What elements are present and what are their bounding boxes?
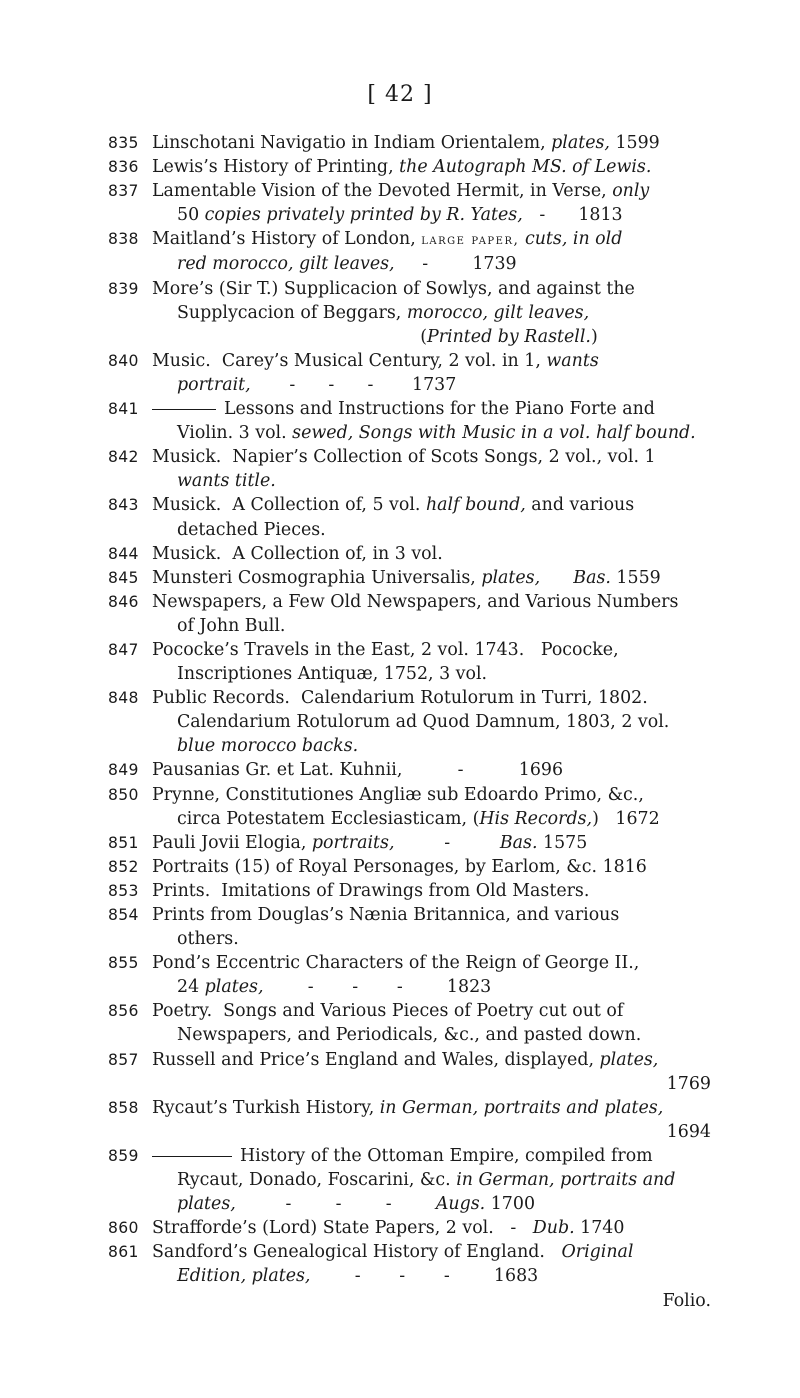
entry-number: 844 <box>108 544 139 563</box>
entry-text: Lessons and Instructions for the Piano Forte and <box>152 397 721 421</box>
entry-text: Prints from Douglas’s Nænia Britannica, and various <box>152 905 620 925</box>
entry-text: Munsteri Cosmographia Universalis, plates, Bas. 1559 <box>152 567 661 588</box>
catalogue-entry <box>108 1216 721 1240</box>
catalogue-entry <box>108 1144 721 1216</box>
entry-text: Prynne, Constitutiones Angliæ sub Edoardo Primo, &c., <box>152 784 644 805</box>
catalogue-entry <box>108 686 721 758</box>
entry-text-continued: wants title. <box>177 471 276 492</box>
entry-number: 837 <box>108 182 139 201</box>
entry-text-continued: 24 plates, - - - 1823 <box>177 977 492 998</box>
entry-text: Pausanias Gr. et Lat. Kuhnii, - 1696 <box>152 760 564 781</box>
catalogue-entry <box>108 155 721 179</box>
entry-text: More’s (Sir T.) Supplicacion of Sowlys, and against the <box>152 278 635 299</box>
entry-number: 849 <box>108 761 139 780</box>
entry-number: 856 <box>108 1002 139 1021</box>
entry-text-continued: 50 copies privately printed by R. Yates, - 1813 <box>177 205 623 226</box>
entry-text: Portraits (15) of Royal Personages, by Earlom, &c. 1816 <box>152 856 647 877</box>
entry-number: 855 <box>108 954 139 973</box>
catalogue-entry <box>108 638 721 686</box>
entry-text-continued: others. <box>177 929 239 950</box>
entry-number: 838 <box>108 230 139 249</box>
entry-number: 853 <box>108 881 139 900</box>
entry-number: 847 <box>108 640 139 659</box>
entry-number: 836 <box>108 158 139 177</box>
entry-text-continued: Calendarium Rotulorum ad Quod Damnum, 1803, 2 vol. <box>177 712 670 733</box>
entry-right-text: Folio. <box>662 1290 711 1311</box>
catalogue-entry <box>108 951 721 999</box>
entry-number: 846 <box>108 592 139 611</box>
entry-text: Poetry. Songs and Various Pieces of Poetry cut out of <box>152 1001 624 1022</box>
entry-number: 839 <box>108 279 139 298</box>
entry-text-continued: red morocco, gilt leaves, - 1739 <box>177 254 517 275</box>
entry-text: Musick. A Collection of, 5 vol. half bound, and various <box>152 495 635 516</box>
catalogue-entry <box>108 227 721 276</box>
entry-number: 835 <box>108 134 139 152</box>
catalogue-entry <box>108 397 721 445</box>
entry-number: 854 <box>108 906 139 924</box>
entry-number: 845 <box>108 568 139 587</box>
entry-text-continued: circa Potestatem Ecclesiasticam, (His Records,) 1672 <box>177 808 660 829</box>
entry-text: Lamentable Vision of the Devoted Hermit, in Verse, only <box>152 181 650 202</box>
entry-text: Rycaut’s Turkish History, in German, portraits and plates, <box>152 1097 664 1118</box>
entry-text: Sandford’s Genealogical History of England. Original <box>152 1242 634 1263</box>
catalogue-entry <box>108 179 721 227</box>
entry-text: Musick. Napier’s Collection of Scots Songs, 2 vol., vol. 1 <box>152 447 656 468</box>
entry-right-text: 1694 <box>666 1121 711 1142</box>
ditto-dash <box>152 409 216 410</box>
entry-number: 852 <box>108 857 139 876</box>
entry-text-continued: Edition, plates, - - - 1683 <box>177 1266 539 1287</box>
catalogue-entry <box>108 542 721 566</box>
catalogue-entry <box>108 758 721 782</box>
entry-text-continued: Inscriptiones Antiquæ, 1752, 3 vol. <box>177 664 488 685</box>
entry-text-continued: Rycaut, Donado, Foscarini, &c. in German, portraits and <box>177 1170 676 1191</box>
catalogue-entry <box>108 493 721 541</box>
entry-number: 841 <box>108 400 139 419</box>
catalogue-entry <box>108 131 721 155</box>
catalogue-entry <box>108 1240 721 1312</box>
entry-text-continued: blue morocco backs. <box>177 736 359 757</box>
catalogue-entries <box>108 131 721 1313</box>
entry-text: History of the Ottoman Empire, compiled from <box>152 1144 721 1168</box>
entry-text: Pond’s Eccentric Characters of the Reign of George II., <box>152 953 640 974</box>
entry-right-text: 1769 <box>666 1073 711 1094</box>
entry-text-continued: Violin. 3 vol. sewed, Songs with Music in a vol. half bound. <box>177 423 696 444</box>
catalogue-entry <box>108 277 721 349</box>
entry-text-continued: detached Pieces. <box>177 519 326 540</box>
page-number: [ 42 ] <box>367 82 433 107</box>
entry-text: Linschotani Navigatio in Indiam Orientalem, plates, 1599 <box>152 133 660 153</box>
ditto-dash <box>152 1156 232 1157</box>
entry-text: Music. Carey’s Musical Century, 2 vol. in 1, wants <box>152 350 599 371</box>
entry-number: 861 <box>108 1243 139 1262</box>
entry-text-continued: Newspapers, and Periodicals, &c., and pasted down. <box>177 1025 642 1046</box>
catalogue-entry <box>108 999 721 1047</box>
entry-text: Pococke’s Travels in the East, 2 vol. 1743. Pococke, <box>152 639 619 660</box>
entry-text: Pauli Jovii Elogia, portraits, - Bas. 1575 <box>152 832 588 853</box>
entry-number: 850 <box>108 785 139 804</box>
entry-text: Strafforde’s (Lord) State Papers, 2 vol. - Dub. 1740 <box>152 1218 625 1239</box>
entry-number: 858 <box>108 1098 139 1117</box>
catalogue-entry <box>108 903 721 951</box>
catalogue-entry <box>108 445 721 493</box>
entry-text: Musick. A Collection of, in 3 vol. <box>152 543 443 564</box>
catalogue-entry <box>108 1048 721 1096</box>
entry-text: Russell and Price’s England and Wales, displayed, plates, <box>152 1049 659 1070</box>
entry-text-continued: of John Bull. <box>177 615 286 636</box>
entry-text-continued: plates, - - - Augs. 1700 <box>177 1194 536 1215</box>
catalogue-entry <box>108 566 721 590</box>
catalogue-entry <box>108 879 721 903</box>
entry-number: 859 <box>108 1146 139 1165</box>
entry-number: 840 <box>108 351 139 370</box>
catalogue-entry <box>108 783 721 831</box>
entry-number: 851 <box>108 833 139 852</box>
entry-text-continued: (Printed by Rastell.) <box>177 326 598 347</box>
entry-number: 860 <box>108 1219 139 1238</box>
entry-text: Public Records. Calendarium Rotulorum in Turri, 1802. <box>152 688 648 709</box>
entry-number: 842 <box>108 448 139 467</box>
catalogue-entry <box>108 590 721 638</box>
entry-text: Lewis’s History of Printing, the Autograph MS. of Lewis. <box>152 157 652 178</box>
catalogue-entry <box>108 855 721 879</box>
entry-text-continued: Supplycacion of Beggars, morocco, gilt leaves, <box>177 302 590 323</box>
catalogue-entry <box>108 1096 721 1144</box>
entry-text-continued: portrait, - - - 1737 <box>177 374 457 395</box>
entry-number: 848 <box>108 689 139 708</box>
catalogue-entry <box>108 349 721 397</box>
entry-text: Maitland’s History of London, large paper, cuts, in old <box>152 229 623 250</box>
catalogue-entry <box>108 831 721 855</box>
entry-text: Newspapers, a Few Old Newspapers, and Various Numbers <box>152 591 679 612</box>
entry-number: 843 <box>108 496 139 515</box>
entry-text: Prints. Imitations of Drawings from Old Masters. <box>152 880 590 901</box>
entry-number: 857 <box>108 1050 139 1069</box>
